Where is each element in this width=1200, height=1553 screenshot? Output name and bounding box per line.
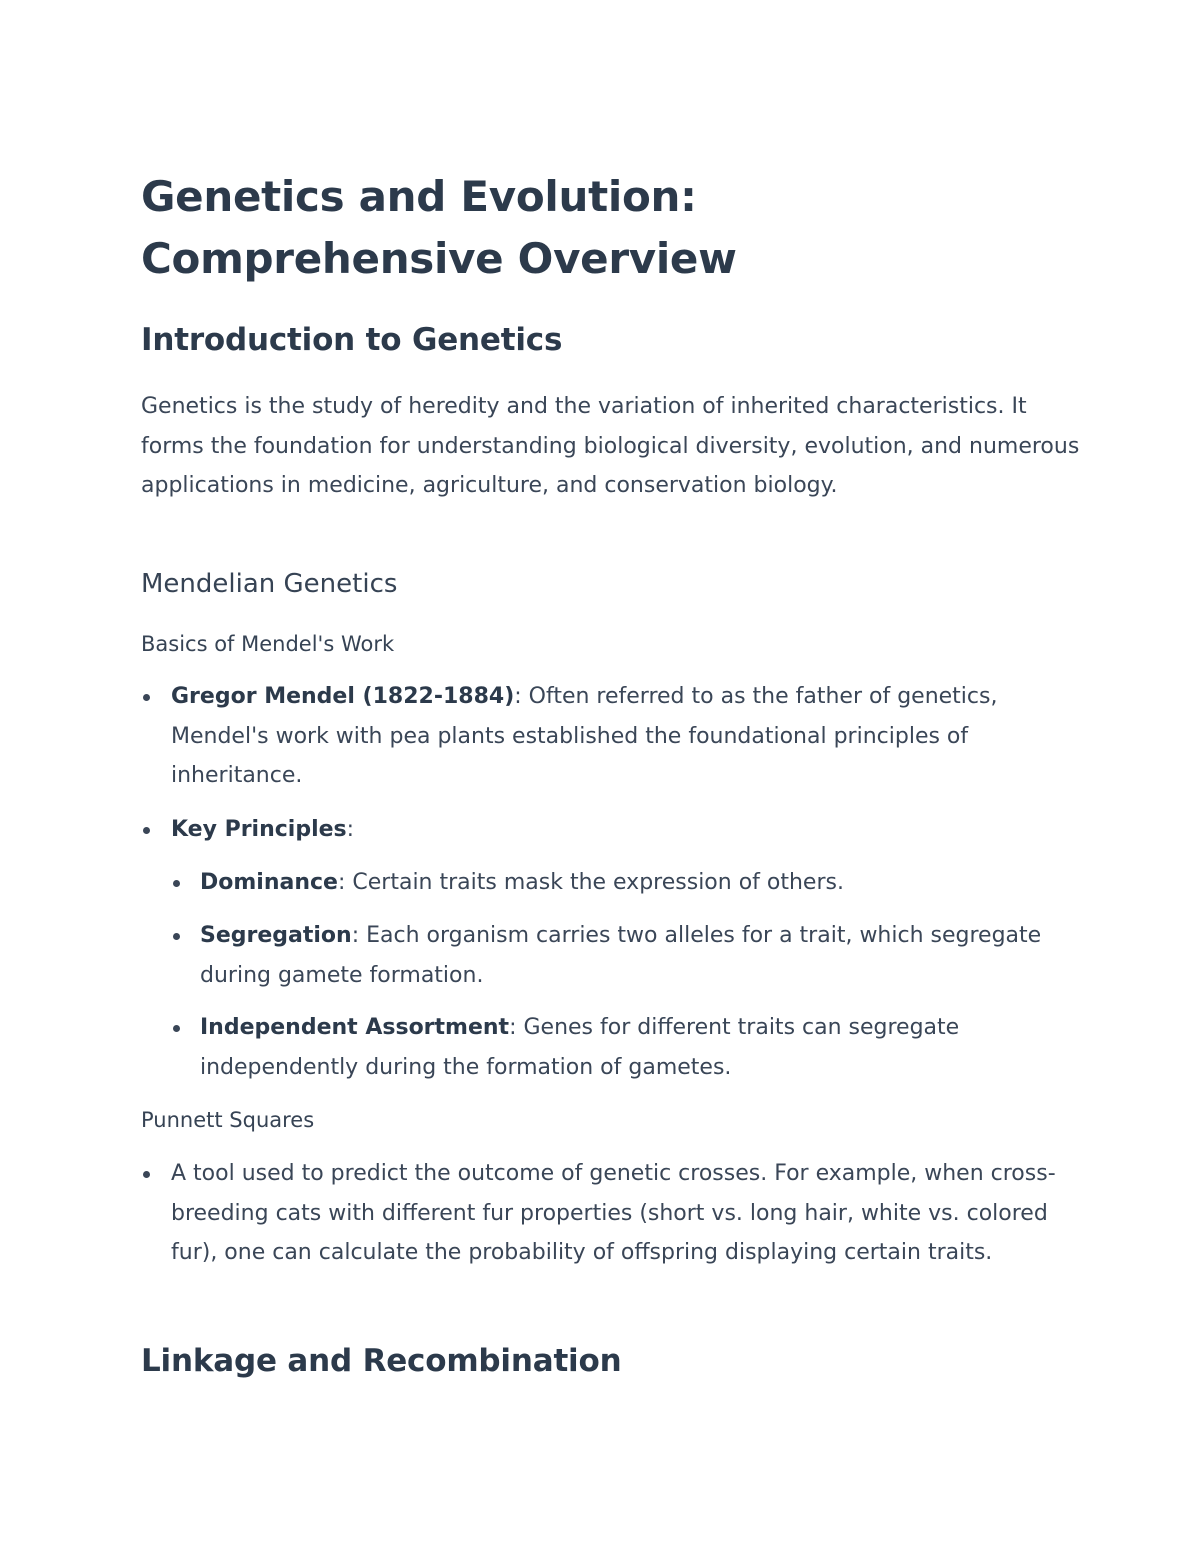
bullet-marker bbox=[143, 694, 150, 701]
list-item-key-principles bbox=[171, 810, 1071, 850]
term-dominance: Dominance bbox=[200, 870, 338, 895]
bullet-marker bbox=[173, 1025, 180, 1032]
item-text: : Often referred to as the father of genetics, Mendel's work with pea plants established the foundational principles of inheritance. bbox=[171, 684, 998, 788]
section-heading-linkage: Linkage and Recombination bbox=[141, 1343, 622, 1379]
document-title: Genetics and Evolution: Comprehensive Overview bbox=[141, 172, 737, 283]
subheading-punnett-squares: Punnett Squares bbox=[141, 1108, 315, 1132]
list-item-dominance bbox=[200, 863, 1060, 903]
term-gregor-mendel: Gregor Mendel (1822-1884) bbox=[171, 684, 515, 709]
bullet-marker bbox=[143, 1171, 150, 1178]
item-text: : bbox=[346, 817, 355, 842]
bullet-marker bbox=[173, 880, 180, 887]
list-item-gregor-mendel bbox=[171, 677, 1071, 796]
list-item-independent-assortment bbox=[200, 1008, 1060, 1087]
subheading-basics: Basics of Mendel's Work bbox=[141, 632, 395, 656]
subsection-heading-mendelian: Mendelian Genetics bbox=[141, 569, 398, 599]
bullet-marker bbox=[143, 827, 150, 834]
bullet-marker bbox=[173, 933, 180, 940]
item-text: : Certain traits mask the expression of others. bbox=[337, 870, 844, 895]
section-heading-introduction: Introduction to Genetics bbox=[141, 322, 563, 358]
intro-paragraph: Genetics is the study of heredity and the variation of inherited characteristics. It forms the foundation for understanding biological diversity, evolution, and numerous applications in medicine, agriculture, and conservation biology. bbox=[141, 394, 1080, 498]
list-item-segregation bbox=[200, 916, 1060, 995]
term-independent-assortment: Independent Assortment bbox=[200, 1015, 510, 1040]
term-key-principles: Key Principles bbox=[171, 817, 347, 842]
item-text: : Each organism carries two alleles for a trait, which segregate during gamete formation. bbox=[200, 923, 1042, 988]
item-text: : Genes for different traits can segregate independently during the formation of gametes. bbox=[200, 1015, 960, 1080]
list-item-punnett-tool: A tool used to predict the outcome of genetic crosses. For example, when cross-breeding cats with different fur properties (short vs. long hair, white vs. colored fur), one can calculate the probability of offspring displaying certain traits. bbox=[171, 1161, 1056, 1265]
term-segregation: Segregation bbox=[200, 923, 352, 948]
